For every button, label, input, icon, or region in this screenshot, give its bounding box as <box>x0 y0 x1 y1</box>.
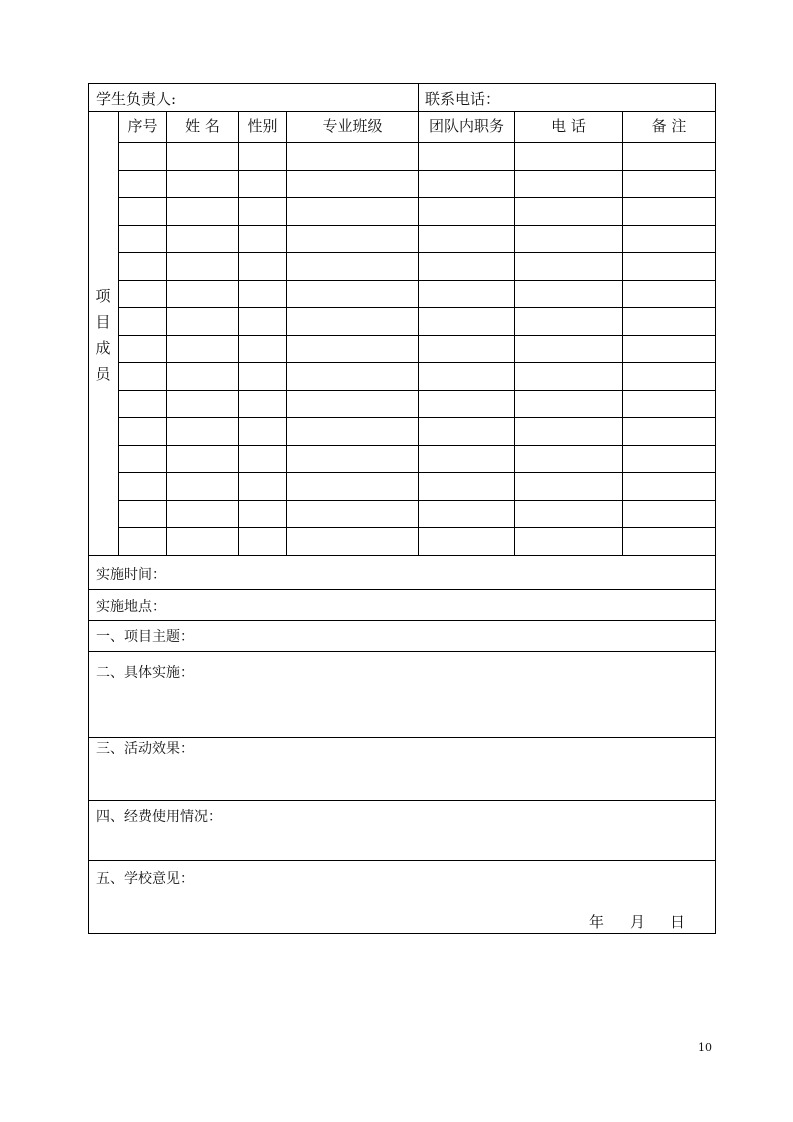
member-row-line <box>118 527 716 528</box>
col-header-team-role: 团队内职务 <box>428 117 504 135</box>
date-year: 年 <box>589 913 605 931</box>
section-topic: 一、项目主题： <box>96 629 194 645</box>
member-row-line <box>118 445 716 446</box>
col-header-major-class: 专业班级 <box>322 117 383 135</box>
topic-divider <box>88 651 716 652</box>
col-divider-4 <box>418 111 419 555</box>
effect-divider <box>88 800 716 801</box>
member-row-line <box>118 390 716 391</box>
member-row-line <box>118 307 716 308</box>
place-topic-divider <box>88 620 716 621</box>
time-place-divider <box>88 589 716 590</box>
leader-label: 学生负责人: <box>96 90 177 108</box>
col-header-gender: 性别 <box>247 117 278 135</box>
member-row-line <box>118 197 716 198</box>
col-header-remarks: 备 注 <box>651 117 687 135</box>
phone-label: 联系电话： <box>425 90 501 108</box>
page-number: 10 <box>698 1041 712 1054</box>
form-border-left <box>88 83 89 934</box>
member-row-line <box>118 170 716 171</box>
section-implementation: 二、具体实施： <box>96 665 194 681</box>
col-header-name: 姓 名 <box>185 117 220 135</box>
members-side-label <box>88 283 118 387</box>
member-row-line <box>118 280 716 281</box>
col-divider-1 <box>166 111 167 555</box>
col-header-phone: 电 话 <box>551 117 586 135</box>
date-day: 日 <box>670 913 686 931</box>
member-row-line <box>118 500 716 501</box>
side-char: 员 <box>95 365 111 383</box>
implementation-divider <box>88 737 716 738</box>
col-divider-side <box>118 111 119 555</box>
member-row-line <box>118 417 716 418</box>
col-divider-2 <box>238 111 239 555</box>
member-row-line <box>118 472 716 473</box>
funding-divider <box>88 860 716 861</box>
side-char: 目 <box>95 313 111 331</box>
col-divider-3 <box>286 111 287 555</box>
table-bottom-line <box>88 555 716 556</box>
date-month: 月 <box>630 913 646 931</box>
section-funding: 四、经费使用情况： <box>96 809 222 825</box>
section-effect: 三、活动效果： <box>96 741 194 757</box>
application-form <box>88 83 716 934</box>
col-divider-6 <box>622 111 623 555</box>
form-border-bottom <box>88 933 716 934</box>
col-divider-5 <box>514 111 515 555</box>
section-school-opinion: 五、学校意见： <box>96 871 194 887</box>
side-char: 成 <box>95 339 111 357</box>
column-header-line <box>118 142 716 143</box>
form-border-top <box>88 83 716 84</box>
place-label: 实施地点： <box>96 599 166 615</box>
member-row-line <box>118 362 716 363</box>
time-label: 实施时间： <box>96 567 166 583</box>
col-header-index: 序号 <box>127 117 158 135</box>
form-border-right <box>715 83 716 934</box>
member-row-line <box>118 335 716 336</box>
member-row-line <box>118 225 716 226</box>
header-divider <box>418 83 419 112</box>
member-row-line <box>118 252 716 253</box>
side-char: 项 <box>95 287 111 305</box>
